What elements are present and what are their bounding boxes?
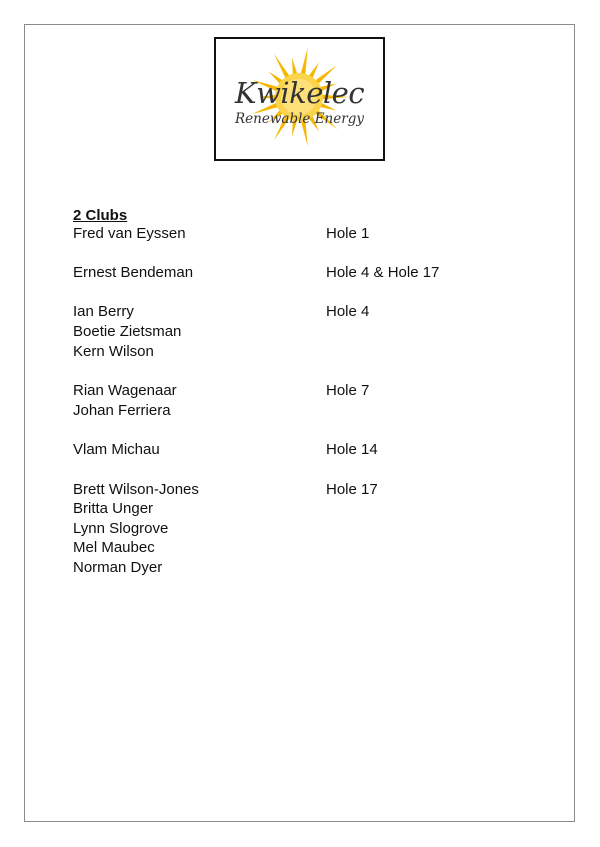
hole-assignment: Hole 4 [326,303,370,320]
list-item [73,558,493,578]
player-name: Rian Wagenaar [73,382,177,399]
company-logo [214,37,385,161]
list-item [73,322,493,342]
player-name: Ian Berry [73,303,134,320]
list-item [73,480,493,500]
list-item [73,342,493,362]
hole-assignment: Hole 14 [326,441,378,458]
list-item [73,381,493,401]
list-item [73,263,493,283]
list-item [73,499,493,519]
brand-name: Kwikelec [234,76,365,110]
list-item [73,440,493,460]
list-item [73,519,493,539]
player-name: Ernest Bendeman [73,264,194,281]
hole-assignment: Hole 4 & Hole 17 [326,264,440,281]
player-name: Brett Wilson-Jones [73,481,199,498]
player-name: Mel Maubec [73,539,155,556]
hole-assignment: Hole 7 [326,382,370,399]
player-name: Norman Dyer [73,559,163,576]
player-name: Johan Ferriera [73,402,171,419]
sun-ray [300,48,307,76]
list-item [73,224,493,244]
list-item [73,538,493,558]
player-name: Lynn Slogrove [73,520,169,537]
player-name: Britta Unger [73,500,154,517]
section-title: 2 Clubs [73,207,128,224]
hole-assignment: Hole 17 [326,481,378,498]
player-name: Vlam Michau [73,441,160,458]
player-name: Kern Wilson [73,343,154,360]
brand-tagline: Renewable Energy [235,111,364,127]
list-item [73,302,493,322]
list-item [73,401,493,421]
hole-assignment: Hole 1 [326,225,370,242]
player-name: Fred van Eyssen [73,225,186,242]
player-name: Boetie Zietsman [73,323,182,340]
